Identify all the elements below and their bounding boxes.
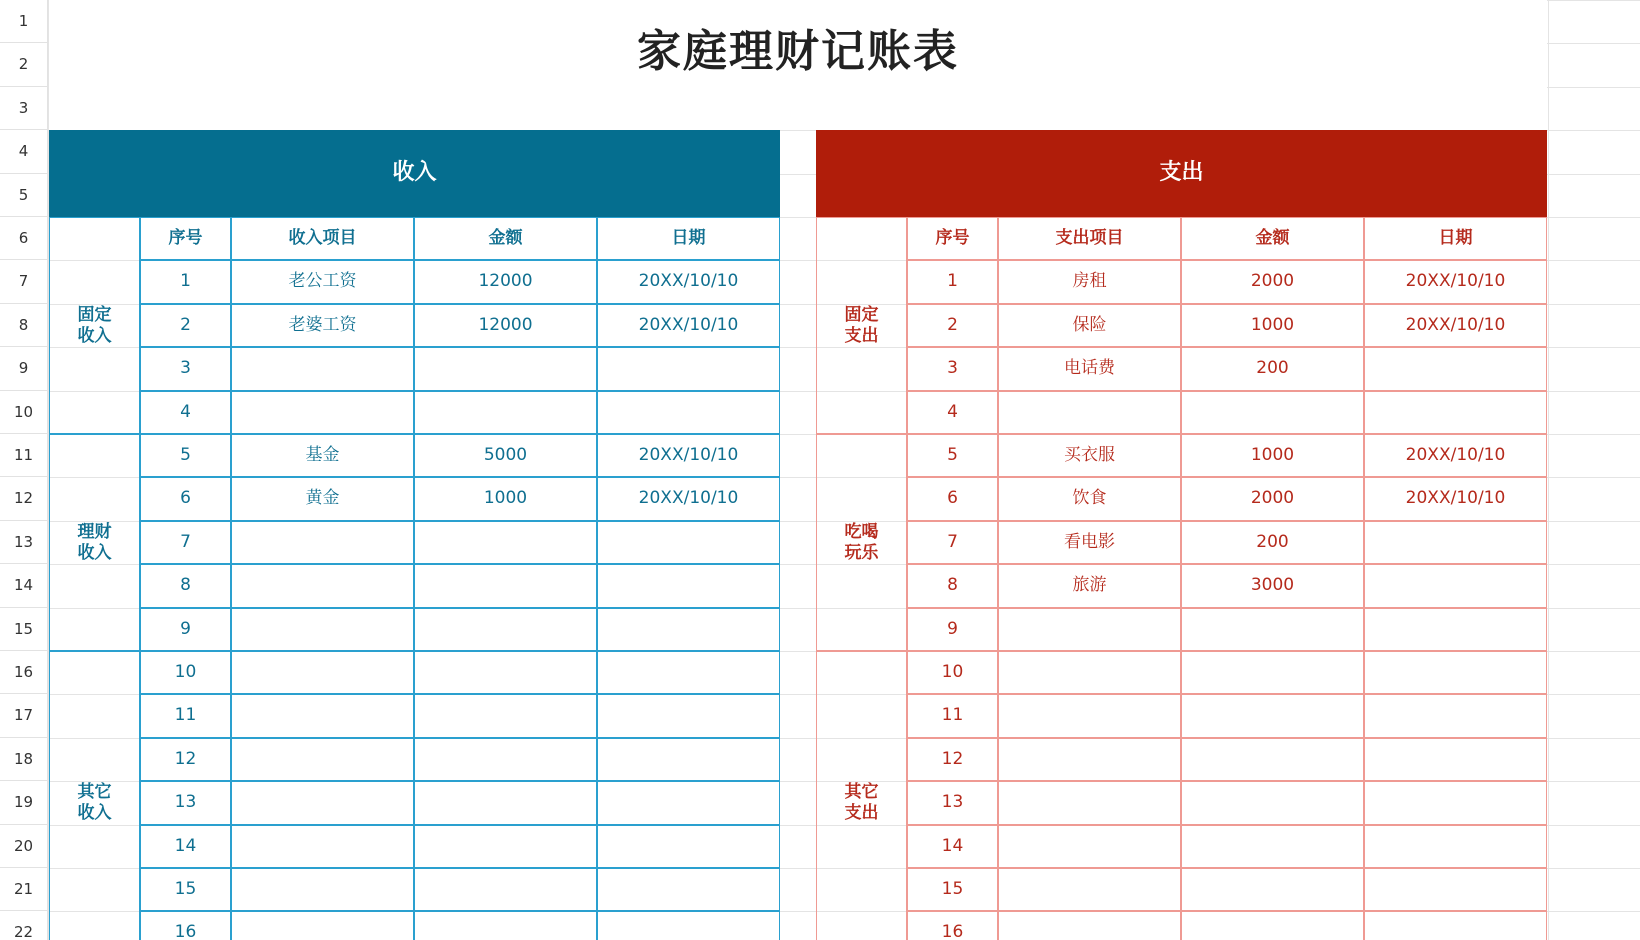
income-cell-date[interactable]: 20XX/10/10: [597, 260, 780, 303]
income-cell-seq[interactable]: 11: [140, 694, 231, 737]
income-cell-amount[interactable]: [414, 825, 597, 868]
expense-cell-amount[interactable]: [1181, 781, 1364, 824]
income-cell-item[interactable]: 老公工资: [231, 260, 414, 303]
expense-cell-item[interactable]: [998, 911, 1181, 940]
income-cell-item[interactable]: [231, 694, 414, 737]
expense-cell-amount[interactable]: [1181, 694, 1364, 737]
income-cell-date[interactable]: [597, 781, 780, 824]
row-number[interactable]: 4: [0, 130, 48, 173]
expense-header-item: 支出项目: [998, 217, 1181, 260]
expense-cell-item[interactable]: [998, 781, 1181, 824]
income-cell-item[interactable]: [231, 347, 414, 390]
income-cell-date[interactable]: [597, 564, 780, 607]
expense-cell-amount[interactable]: 3000: [1181, 564, 1364, 607]
income-cell-date[interactable]: 20XX/10/10: [597, 477, 780, 520]
income-cell-amount[interactable]: [414, 694, 597, 737]
income-cell-amount[interactable]: 12000: [414, 260, 597, 303]
expense-cell-date[interactable]: [1364, 347, 1547, 390]
row-number[interactable]: 14: [0, 564, 48, 607]
expense-cell-seq[interactable]: 6: [907, 477, 998, 520]
row-number[interactable]: 7: [0, 260, 48, 303]
income-cell-date[interactable]: 20XX/10/10: [597, 304, 780, 347]
income-cell-seq[interactable]: 9: [140, 608, 231, 651]
income-band: 收入: [49, 130, 780, 217]
expense-cell-item[interactable]: [998, 738, 1181, 781]
income-cell-item[interactable]: [231, 781, 414, 824]
income-cell-date[interactable]: [597, 521, 780, 564]
group-label-text: 其它 收入: [77, 781, 112, 823]
expense-cell-seq[interactable]: 8: [907, 564, 998, 607]
expense-cell-seq[interactable]: 14: [907, 825, 998, 868]
expense-cell-item[interactable]: 旅游: [998, 564, 1181, 607]
expense-cell-item[interactable]: [998, 868, 1181, 911]
row-number[interactable]: 19: [0, 781, 48, 824]
income-cell-date[interactable]: [597, 911, 780, 940]
income-cell-item[interactable]: 基金: [231, 434, 414, 477]
expense-cell-amount[interactable]: [1181, 738, 1364, 781]
income-cell-date[interactable]: [597, 391, 780, 434]
expense-cell-date[interactable]: [1364, 521, 1547, 564]
expense-cell-date[interactable]: [1364, 694, 1547, 737]
row-number[interactable]: 10: [0, 391, 48, 434]
expense-group-label: [816, 217, 907, 434]
income-cell-amount[interactable]: 12000: [414, 304, 597, 347]
income-cell-item[interactable]: [231, 521, 414, 564]
income-cell-seq[interactable]: 7: [140, 521, 231, 564]
row-number[interactable]: 2: [0, 43, 48, 86]
expense-cell-seq[interactable]: 16: [907, 911, 998, 940]
income-cell-date[interactable]: [597, 825, 780, 868]
income-cell-item[interactable]: [231, 391, 414, 434]
income-cell-seq[interactable]: 2: [140, 304, 231, 347]
expense-group-label: [816, 651, 907, 940]
income-cell-amount[interactable]: [414, 781, 597, 824]
expense-cell-seq[interactable]: 9: [907, 608, 998, 651]
income-cell-item[interactable]: [231, 564, 414, 607]
expense-header-date: 日期: [1364, 217, 1547, 260]
income-cell-amount[interactable]: [414, 391, 597, 434]
expense-cell-amount[interactable]: 200: [1181, 347, 1364, 390]
row-number[interactable]: 6: [0, 217, 48, 260]
expense-cell-amount[interactable]: 200: [1181, 521, 1364, 564]
income-cell-amount[interactable]: [414, 911, 597, 940]
expense-cell-date[interactable]: [1364, 738, 1547, 781]
income-cell-amount[interactable]: [414, 564, 597, 607]
grid-column-line: [1548, 0, 1549, 940]
expense-cell-amount[interactable]: [1181, 391, 1364, 434]
income-cell-date[interactable]: [597, 694, 780, 737]
expense-cell-amount[interactable]: [1181, 608, 1364, 651]
income-cell-seq[interactable]: 6: [140, 477, 231, 520]
row-number[interactable]: 20: [0, 825, 48, 868]
income-cell-seq[interactable]: 16: [140, 911, 231, 940]
income-header-amount: 金额: [414, 217, 597, 260]
expense-cell-date[interactable]: 20XX/10/10: [1364, 477, 1547, 520]
expense-cell-item[interactable]: 买衣服: [998, 434, 1181, 477]
income-group-label: [49, 217, 140, 434]
expense-cell-amount[interactable]: [1181, 825, 1364, 868]
expense-cell-date[interactable]: 20XX/10/10: [1364, 434, 1547, 477]
expense-cell-date[interactable]: 20XX/10/10: [1364, 260, 1547, 303]
income-cell-date[interactable]: 20XX/10/10: [597, 434, 780, 477]
row-number[interactable]: 18: [0, 738, 48, 781]
expense-cell-item[interactable]: 饮食: [998, 477, 1181, 520]
expense-cell-seq[interactable]: 11: [907, 694, 998, 737]
expense-cell-seq[interactable]: 7: [907, 521, 998, 564]
income-cell-amount[interactable]: 1000: [414, 477, 597, 520]
income-header-date: 日期: [597, 217, 780, 260]
row-number[interactable]: 3: [0, 87, 48, 130]
income-cell-seq[interactable]: 5: [140, 434, 231, 477]
row-number[interactable]: 11: [0, 434, 48, 477]
income-cell-date[interactable]: [597, 738, 780, 781]
row-number[interactable]: 5: [0, 174, 48, 217]
income-cell-amount[interactable]: [414, 651, 597, 694]
income-cell-item[interactable]: [231, 738, 414, 781]
expense-cell-item[interactable]: 保险: [998, 304, 1181, 347]
row-number[interactable]: 16: [0, 651, 48, 694]
row-number[interactable]: 15: [0, 608, 48, 651]
group-label-text: 理财 收入: [77, 521, 112, 563]
income-cell-seq[interactable]: 1: [140, 260, 231, 303]
expense-cell-date[interactable]: [1364, 564, 1547, 607]
expense-cell-item[interactable]: [998, 825, 1181, 868]
row-number[interactable]: 9: [0, 347, 48, 390]
income-header-item: 收入项目: [231, 217, 414, 260]
expense-cell-item[interactable]: 电话费: [998, 347, 1181, 390]
expense-header-amount: 金额: [1181, 217, 1364, 260]
income-cell-seq[interactable]: 13: [140, 781, 231, 824]
row-number[interactable]: 13: [0, 521, 48, 564]
expense-cell-date[interactable]: 20XX/10/10: [1364, 304, 1547, 347]
expense-cell-seq[interactable]: 1: [907, 260, 998, 303]
expense-group-label: [816, 434, 907, 651]
expense-cell-amount[interactable]: 2000: [1181, 477, 1364, 520]
income-cell-item[interactable]: [231, 868, 414, 911]
group-label-text: 其它 支出: [844, 781, 879, 823]
income-cell-date[interactable]: [597, 868, 780, 911]
expense-cell-seq[interactable]: 3: [907, 347, 998, 390]
income-cell-item[interactable]: [231, 651, 414, 694]
expense-cell-seq[interactable]: 4: [907, 391, 998, 434]
income-cell-amount[interactable]: [414, 608, 597, 651]
expense-cell-item[interactable]: [998, 694, 1181, 737]
row-number[interactable]: 8: [0, 304, 48, 347]
expense-cell-seq[interactable]: 13: [907, 781, 998, 824]
income-cell-seq[interactable]: 14: [140, 825, 231, 868]
expense-cell-amount[interactable]: [1181, 651, 1364, 694]
row-number[interactable]: 12: [0, 477, 48, 520]
income-cell-seq[interactable]: 8: [140, 564, 231, 607]
expense-cell-seq[interactable]: 5: [907, 434, 998, 477]
expense-cell-amount[interactable]: 2000: [1181, 260, 1364, 303]
income-cell-seq[interactable]: 12: [140, 738, 231, 781]
sheet-title: 家庭理财记账表: [637, 26, 959, 77]
income-group-label: [49, 434, 140, 651]
income-cell-item[interactable]: [231, 608, 414, 651]
expense-header-seq: 序号: [907, 217, 998, 260]
group-label-text: 固定 收入: [77, 304, 112, 346]
expense-cell-item[interactable]: [998, 608, 1181, 651]
income-cell-item[interactable]: 老婆工资: [231, 304, 414, 347]
expense-cell-item[interactable]: [998, 391, 1181, 434]
expense-cell-seq[interactable]: 2: [907, 304, 998, 347]
row-number[interactable]: 22: [0, 911, 48, 940]
income-cell-amount[interactable]: 5000: [414, 434, 597, 477]
expense-cell-seq[interactable]: 10: [907, 651, 998, 694]
expense-cell-item[interactable]: 房租: [998, 260, 1181, 303]
expense-cell-date[interactable]: [1364, 608, 1547, 651]
income-cell-amount[interactable]: [414, 868, 597, 911]
income-cell-item[interactable]: 黄金: [231, 477, 414, 520]
expense-band: 支出: [816, 130, 1547, 217]
income-cell-seq[interactable]: 4: [140, 391, 231, 434]
group-label-text: 固定 支出: [844, 304, 879, 346]
expense-cell-date[interactable]: [1364, 391, 1547, 434]
income-cell-amount[interactable]: [414, 738, 597, 781]
income-cell-amount[interactable]: [414, 521, 597, 564]
expense-cell-amount[interactable]: [1181, 911, 1364, 940]
income-header-seq: 序号: [140, 217, 231, 260]
expense-cell-date[interactable]: [1364, 911, 1547, 940]
row-number[interactable]: 17: [0, 694, 48, 737]
income-cell-amount[interactable]: [414, 347, 597, 390]
income-cell-date[interactable]: [597, 608, 780, 651]
income-cell-item[interactable]: [231, 911, 414, 940]
income-group-label: [49, 651, 140, 940]
income-cell-seq[interactable]: 3: [140, 347, 231, 390]
row-number[interactable]: 21: [0, 868, 48, 911]
income-cell-seq[interactable]: 10: [140, 651, 231, 694]
income-cell-seq[interactable]: 15: [140, 868, 231, 911]
expense-cell-seq[interactable]: 15: [907, 868, 998, 911]
expense-cell-date[interactable]: [1364, 825, 1547, 868]
expense-cell-date[interactable]: [1364, 651, 1547, 694]
income-cell-date[interactable]: [597, 651, 780, 694]
expense-cell-date[interactable]: [1364, 781, 1547, 824]
expense-cell-amount[interactable]: [1181, 868, 1364, 911]
expense-cell-date[interactable]: [1364, 868, 1547, 911]
income-cell-date[interactable]: [597, 347, 780, 390]
expense-cell-seq[interactable]: 12: [907, 738, 998, 781]
income-cell-item[interactable]: [231, 825, 414, 868]
expense-cell-amount[interactable]: 1000: [1181, 434, 1364, 477]
expense-cell-item[interactable]: [998, 651, 1181, 694]
row-number[interactable]: 1: [0, 0, 48, 43]
expense-cell-amount[interactable]: 1000: [1181, 304, 1364, 347]
group-label-text: 吃喝 玩乐: [844, 521, 879, 563]
expense-cell-item[interactable]: 看电影: [998, 521, 1181, 564]
